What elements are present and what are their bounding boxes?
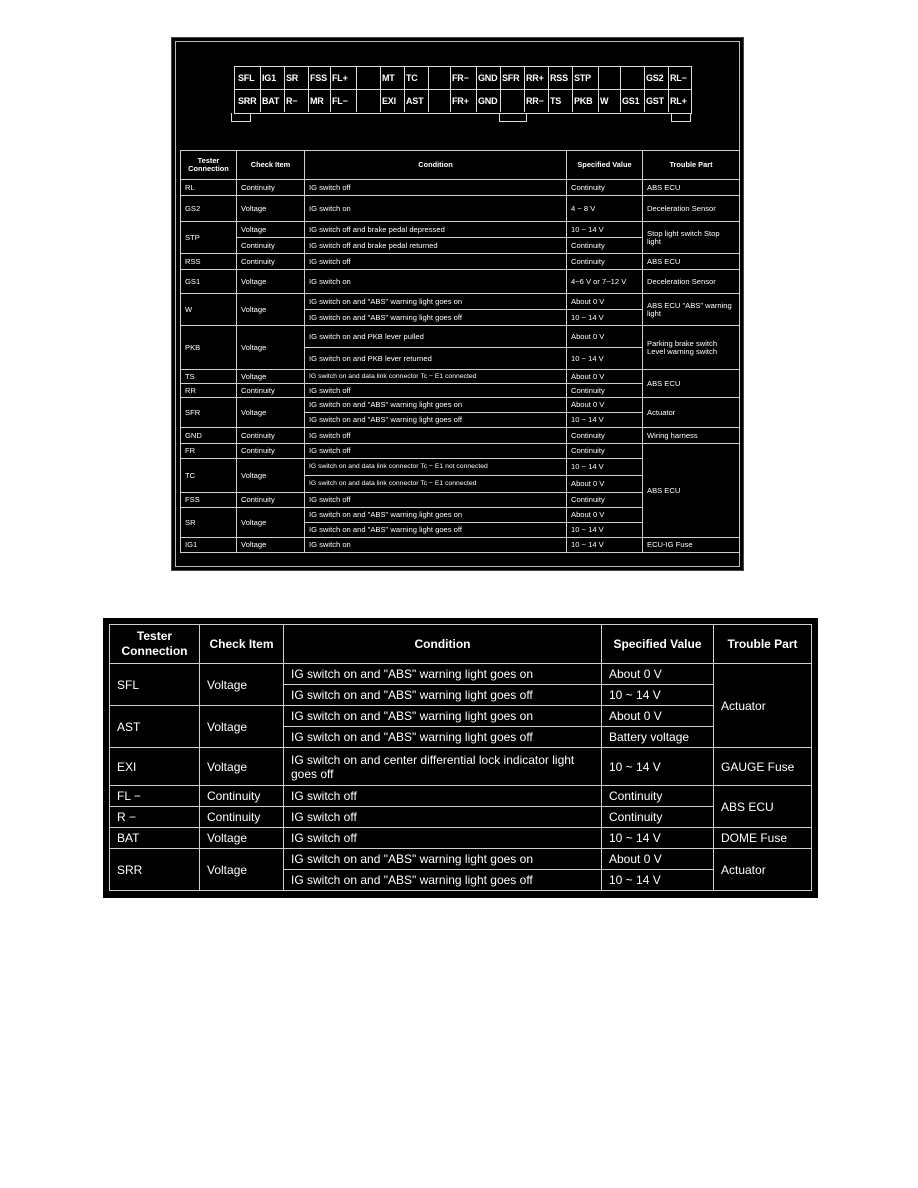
table-header-row	[181, 151, 740, 180]
specified-value-cell: 10 ~ 14 V	[602, 685, 714, 706]
header-trouble-part: Trouble Part	[714, 625, 812, 664]
pin-divider	[330, 90, 331, 112]
panel-frame	[175, 41, 740, 567]
connector-pin: SRR	[238, 96, 257, 106]
connector-pin: MT	[382, 73, 395, 83]
trouble-part-cell: Actuator	[714, 849, 812, 891]
pin-divider	[524, 90, 525, 112]
specified-value-cell: Continuity	[567, 180, 643, 196]
pin-divider	[260, 90, 261, 112]
specified-value-cell: Continuity	[567, 254, 643, 270]
abs-connector-diagram	[234, 66, 692, 114]
trouble-part-cell: DOME Fuse	[714, 828, 812, 849]
pin-divider	[380, 90, 381, 112]
tester-connection-cell: SFR	[181, 398, 237, 428]
check-item-cell: Continuity	[237, 493, 305, 508]
specified-value-cell: Continuity	[567, 493, 643, 508]
table-row	[181, 538, 740, 553]
table-row	[181, 196, 740, 222]
pin-divider	[620, 67, 621, 89]
tester-connection-cell: W	[181, 294, 237, 326]
specified-value-cell: About 0 V	[602, 664, 714, 685]
specified-value-cell: 4~6 V or 7~12 V	[567, 270, 643, 294]
table-row	[110, 786, 812, 807]
condition-cell: IG switch off	[284, 786, 602, 807]
pin-divider	[524, 67, 525, 89]
check-item-cell: Continuity	[237, 384, 305, 398]
header-condition: Condition	[305, 151, 567, 180]
pin-divider	[260, 67, 261, 89]
pin-divider	[308, 67, 309, 89]
table-row	[181, 254, 740, 270]
pin-divider	[668, 67, 669, 89]
specified-value-cell: 10 ~ 14 V	[602, 870, 714, 891]
trouble-part-cell: ABS ECU	[643, 370, 740, 398]
table-row	[181, 326, 740, 348]
tester-connection-cell: FR	[181, 444, 237, 459]
connector-pin: FR+	[452, 96, 469, 106]
trouble-part-cell: Deceleration Sensor	[643, 196, 740, 222]
pin-divider	[450, 90, 451, 112]
pin-divider	[476, 90, 477, 112]
condition-cell: IG switch on and "ABS" warning light goes on	[305, 294, 567, 310]
specified-value-cell: Continuity	[567, 384, 643, 398]
header-check-item: Check Item	[237, 151, 305, 180]
condition-cell: IG switch on and "ABS" warning light goes on	[284, 706, 602, 727]
specified-value-cell: About 0 V	[602, 706, 714, 727]
connector-pin: STP	[574, 73, 591, 83]
pin-divider	[572, 67, 573, 89]
tester-connection-cell: GS2	[181, 196, 237, 222]
condition-cell: IG switch on and "ABS" warning light goes off	[305, 310, 567, 326]
connector-pin: TS	[550, 96, 562, 106]
specified-value-cell: 10 ~ 14 V	[567, 538, 643, 553]
check-item-cell: Voltage	[200, 849, 284, 891]
connector-pin: FL−	[332, 96, 348, 106]
connector-pin: RSS	[550, 73, 568, 83]
header-check-item: Check Item	[200, 625, 284, 664]
condition-cell: IG switch on	[305, 538, 567, 553]
table-row	[181, 398, 740, 413]
header-specified-value: Specified Value	[567, 151, 643, 180]
condition-cell: IG switch on and data link connector Tc − E1 connected	[305, 476, 567, 493]
tester-connection-cell: STP	[181, 222, 237, 254]
check-item-cell: Voltage	[237, 459, 305, 493]
specified-value-cell: About 0 V	[567, 476, 643, 493]
condition-cell: IG switch off	[305, 180, 567, 196]
condition-cell: IG switch on and "ABS" warning light goes off	[305, 523, 567, 538]
table-row	[181, 270, 740, 294]
pin-divider	[500, 67, 501, 89]
tester-connection-cell: TS	[181, 370, 237, 384]
connector-pin: GND	[478, 96, 498, 106]
connector-check-panel-2	[103, 618, 818, 898]
specified-value-cell: About 0 V	[567, 508, 643, 523]
connector-pin: EXI	[382, 96, 396, 106]
tester-connection-cell: RL	[181, 180, 237, 196]
tester-connection-cell: FL −	[110, 786, 200, 807]
pin-divider	[620, 90, 621, 112]
check-item-cell: Continuity	[237, 428, 305, 444]
table-row	[181, 370, 740, 384]
trouble-part-cell: ABS ECU	[643, 444, 740, 538]
connector-pin: GST	[646, 96, 664, 106]
specified-value-cell: About 0 V	[567, 326, 643, 348]
pin-divider	[548, 90, 549, 112]
trouble-part-cell: Stop light switch Stop light	[643, 222, 740, 254]
check-item-cell: Voltage	[237, 538, 305, 553]
table-row	[181, 180, 740, 196]
check-item-cell: Continuity	[237, 238, 305, 254]
condition-cell: IG switch on and center differential lock indicator light goes off	[284, 748, 602, 786]
connector-pin: SFL	[238, 73, 255, 83]
connector-pin: R−	[286, 96, 298, 106]
table-row	[110, 828, 812, 849]
pin-divider	[598, 67, 599, 89]
condition-cell: IG switch on and "ABS" warning light goes on	[284, 849, 602, 870]
connector-pin: RR−	[526, 96, 544, 106]
condition-cell: IG switch on and PKB lever returned	[305, 348, 567, 370]
header-condition: Condition	[284, 625, 602, 664]
condition-cell: IG switch on and "ABS" warning light goes off	[284, 727, 602, 748]
connector-pin: BAT	[262, 96, 280, 106]
tester-connection-cell: RR	[181, 384, 237, 398]
connector-pin: RR+	[526, 73, 544, 83]
header-tester-connection: Tester Connection	[110, 625, 200, 664]
check-item-cell: Continuity	[237, 444, 305, 459]
connector-pin: RL+	[670, 96, 687, 106]
tester-connection-table-2	[109, 624, 812, 891]
connector-pin: RL−	[670, 73, 687, 83]
pin-divider	[598, 90, 599, 112]
connector-pin: MR	[310, 96, 324, 106]
header-tester-connection: Tester Connection	[181, 151, 237, 180]
table-row	[110, 748, 812, 786]
specified-value-cell: Continuity	[567, 444, 643, 459]
specified-value-cell: About 0 V	[602, 849, 714, 870]
connector-pin: IG1	[262, 73, 276, 83]
table-row	[181, 444, 740, 459]
condition-cell: IG switch off	[305, 493, 567, 508]
condition-cell: IG switch off and brake pedal returned	[305, 238, 567, 254]
condition-cell: IG switch off	[305, 384, 567, 398]
connector-pin: GS1	[622, 96, 640, 106]
specified-value-cell: About 0 V	[567, 370, 643, 384]
condition-cell: IG switch off and brake pedal depressed	[305, 222, 567, 238]
condition-cell: IG switch on	[305, 270, 567, 294]
pin-divider	[330, 67, 331, 89]
tester-connection-cell: GS1	[181, 270, 237, 294]
check-item-cell: Voltage	[237, 222, 305, 238]
condition-cell: IG switch off	[284, 828, 602, 849]
table-row	[181, 222, 740, 238]
connector-pin: FR−	[452, 73, 469, 83]
specified-value-cell: 10 ~ 14 V	[567, 459, 643, 476]
tester-connection-cell: SR	[181, 508, 237, 538]
pin-divider	[548, 67, 549, 89]
specified-value-cell: Continuity	[567, 238, 643, 254]
specified-value-cell: Continuity	[602, 807, 714, 828]
pin-divider	[356, 67, 357, 89]
pin-divider	[500, 90, 501, 112]
pin-divider	[284, 90, 285, 112]
tester-connection-cell: PKB	[181, 326, 237, 370]
check-item-cell: Voltage	[200, 664, 284, 706]
connector-pin: W	[600, 96, 609, 106]
check-item-cell: Continuity	[200, 807, 284, 828]
check-item-cell: Voltage	[237, 370, 305, 384]
specified-value-cell: About 0 V	[567, 294, 643, 310]
check-item-cell: Voltage	[200, 828, 284, 849]
tester-connection-cell: EXI	[110, 748, 200, 786]
header-specified-value: Specified Value	[602, 625, 714, 664]
check-item-cell: Voltage	[237, 294, 305, 326]
connector-pin: GS2	[646, 73, 664, 83]
table-row	[110, 807, 812, 828]
check-item-cell: Continuity	[237, 254, 305, 270]
specified-value-cell: 10 ~ 14 V	[567, 310, 643, 326]
check-item-cell: Voltage	[237, 326, 305, 370]
connector-check-panel	[171, 37, 744, 571]
connector-pin: AST	[406, 96, 424, 106]
trouble-part-cell: ABS ECU	[714, 786, 812, 828]
check-item-cell: Continuity	[237, 180, 305, 196]
table-row	[181, 294, 740, 310]
condition-cell: IG switch off	[284, 807, 602, 828]
check-item-cell: Voltage	[237, 398, 305, 428]
condition-cell: IG switch off	[305, 254, 567, 270]
specified-value-cell: 10 ~ 14 V	[567, 523, 643, 538]
pin-divider	[404, 67, 405, 89]
pin-divider	[644, 67, 645, 89]
condition-cell: IG switch on and data link connector Tc − E1 connected	[305, 370, 567, 384]
specified-value-cell: Battery voltage	[602, 727, 714, 748]
connector-bottom-row	[235, 90, 691, 112]
trouble-part-cell: Actuator	[643, 398, 740, 428]
check-item-cell: Voltage	[237, 270, 305, 294]
connector-pin: PKB	[574, 96, 593, 106]
condition-cell: IG switch on and "ABS" warning light goes off	[305, 413, 567, 428]
trouble-part-cell: Parking brake switch Level warning switch	[643, 326, 740, 370]
pin-divider	[644, 90, 645, 112]
table-row	[110, 849, 812, 870]
connector-pin: FSS	[310, 73, 327, 83]
trouble-part-cell: ABS ECU	[643, 254, 740, 270]
table-header-row	[110, 625, 812, 664]
specified-value-cell: 10 ~ 14 V	[567, 222, 643, 238]
tester-connection-cell: IG1	[181, 538, 237, 553]
pin-divider	[476, 67, 477, 89]
check-item-cell: Continuity	[200, 786, 284, 807]
trouble-part-cell: Deceleration Sensor	[643, 270, 740, 294]
connector-latch-left	[231, 113, 251, 122]
trouble-part-cell: Actuator	[714, 664, 812, 748]
condition-cell: IG switch on	[305, 196, 567, 222]
trouble-part-cell: Wiring harness	[643, 428, 740, 444]
connector-pin: SFR	[502, 73, 520, 83]
pin-divider	[404, 90, 405, 112]
check-item-cell: Voltage	[200, 748, 284, 786]
pin-divider	[308, 90, 309, 112]
trouble-part-cell: ABS ECU "ABS" warning light	[643, 294, 740, 326]
header-trouble-part: Trouble Part	[643, 151, 740, 180]
tester-connection-cell: TC	[181, 459, 237, 493]
tester-connection-table-1	[180, 150, 740, 553]
condition-cell: IG switch off	[305, 444, 567, 459]
condition-cell: IG switch on and "ABS" warning light goes on	[305, 508, 567, 523]
condition-cell: IG switch on and data link connector Tc − E1 not connected	[305, 459, 567, 476]
trouble-part-cell: GAUGE Fuse	[714, 748, 812, 786]
specified-value-cell: 10 ~ 14 V	[567, 413, 643, 428]
pin-divider	[572, 90, 573, 112]
tester-connection-cell: R −	[110, 807, 200, 828]
specified-value-cell: 10 ~ 14 V	[602, 748, 714, 786]
tester-connection-cell: RSS	[181, 254, 237, 270]
connector-pin: FL+	[332, 73, 348, 83]
specified-value-cell: 4 ~ 8 V	[567, 196, 643, 222]
tester-connection-cell: AST	[110, 706, 200, 748]
connector-latch-center	[499, 113, 527, 122]
tester-connection-cell: SFL	[110, 664, 200, 706]
check-item-cell: Voltage	[200, 706, 284, 748]
condition-cell: IG switch on and "ABS" warning light goes off	[284, 870, 602, 891]
specified-value-cell: About 0 V	[567, 398, 643, 413]
check-item-cell: Voltage	[237, 508, 305, 538]
specified-value-cell: Continuity	[602, 786, 714, 807]
tester-connection-cell: SRR	[110, 849, 200, 891]
connector-pin: GND	[478, 73, 498, 83]
connector-top-row	[235, 67, 691, 90]
connector-pin: SR	[286, 73, 299, 83]
condition-cell: IG switch on and PKB lever pulled	[305, 326, 567, 348]
connector-pin: TC	[406, 73, 418, 83]
tester-connection-cell: GND	[181, 428, 237, 444]
pin-divider	[284, 67, 285, 89]
connector-latch-right	[671, 113, 691, 122]
specified-value-cell: Continuity	[567, 428, 643, 444]
trouble-part-cell: ECU-IG Fuse	[643, 538, 740, 553]
table-row	[110, 664, 812, 685]
table-row	[181, 428, 740, 444]
specified-value-cell: 10 ~ 14 V	[602, 828, 714, 849]
specified-value-cell: 10 ~ 14 V	[567, 348, 643, 370]
condition-cell: IG switch on and "ABS" warning light goes off	[284, 685, 602, 706]
tester-connection-cell: FSS	[181, 493, 237, 508]
table-row	[110, 706, 812, 727]
condition-cell: IG switch off	[305, 428, 567, 444]
pin-divider	[668, 90, 669, 112]
pin-divider	[450, 67, 451, 89]
check-item-cell: Voltage	[237, 196, 305, 222]
pin-divider	[356, 90, 357, 112]
tester-connection-cell: BAT	[110, 828, 200, 849]
pin-divider	[428, 90, 429, 112]
condition-cell: IG switch on and "ABS" warning light goes on	[305, 398, 567, 413]
condition-cell: IG switch on and "ABS" warning light goes on	[284, 664, 602, 685]
trouble-part-cell: ABS ECU	[643, 180, 740, 196]
pin-divider	[428, 67, 429, 89]
pin-divider	[380, 67, 381, 89]
